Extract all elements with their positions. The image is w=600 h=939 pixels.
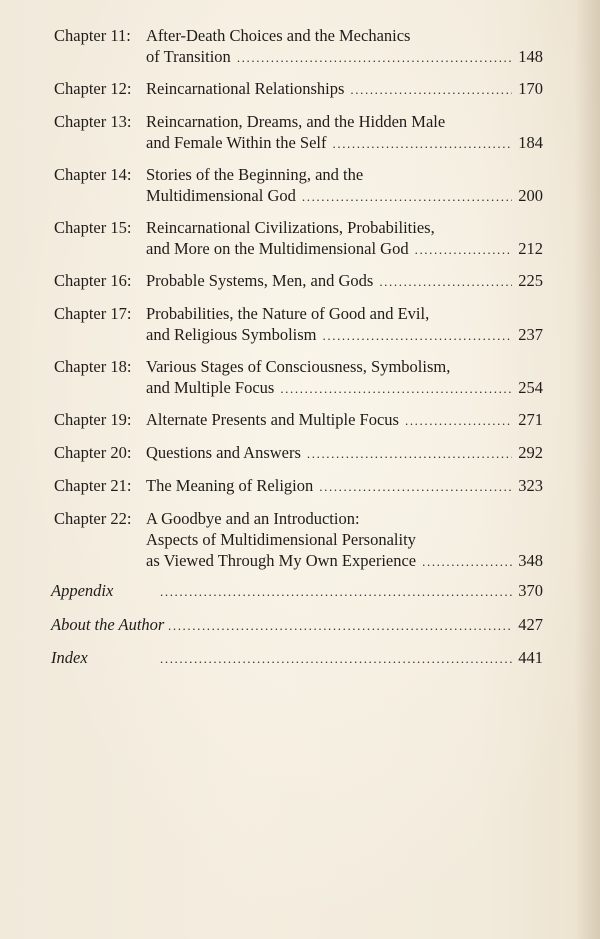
toc-entry-label: Chapter 21:: [54, 476, 132, 495]
toc-entry-leader-row: [146, 46, 543, 68]
toc-entry-label: Chapter 13:: [54, 112, 132, 131]
dot-leader: [307, 443, 512, 464]
toc-entry-page-number: 441: [518, 648, 543, 667]
toc-entry-title-line: Various Stages of Consciousness, Symbolism,: [146, 357, 451, 376]
toc-entry-page-number: 323: [518, 476, 543, 495]
toc-entry: [0, 508, 600, 571]
toc-entry-title-line: and Multiple Focus: [146, 378, 275, 397]
toc-entry: [0, 475, 600, 496]
toc-entry-label: Chapter 14:: [54, 165, 132, 184]
toc-entry-leader-row: [146, 377, 543, 399]
dot-leader: [302, 186, 512, 207]
toc-entry-title-line: Probable Systems, Men, and Gods: [146, 271, 374, 290]
toc-entry-label: Chapter 15:: [54, 218, 132, 237]
toc-entry: [0, 270, 600, 291]
dot-leader: [237, 47, 512, 68]
toc-entry-title-line: Probabilities, the Nature of Good and Evil,: [146, 304, 430, 323]
toc-entry-leader-row: [146, 409, 543, 431]
dot-leader: [379, 271, 512, 292]
dot-leader: [280, 378, 512, 399]
toc-entry-leader-row: [160, 580, 543, 602]
toc-entry: [0, 25, 600, 67]
toc-entry-title-line: Aspects of Multidimensional Personality: [146, 530, 416, 549]
toc-entry-title-line: Reincarnational Relationships: [146, 79, 345, 98]
dot-leader: [319, 476, 512, 497]
toc-entry-page-number: 348: [518, 551, 543, 570]
toc-entry-leader-row: [146, 442, 543, 464]
toc-entry: [0, 78, 600, 99]
toc-entry-leader-row: [146, 270, 543, 292]
toc-entry-page-number: 184: [518, 133, 543, 152]
toc-entry-label: About the Author: [51, 615, 165, 634]
toc-entry-label: Chapter 16:: [54, 271, 132, 290]
toc-entry-label: Chapter 11:: [54, 26, 131, 45]
dot-leader: [415, 239, 513, 260]
toc-entry-leader-row: [146, 475, 543, 497]
toc-entry: [0, 111, 600, 153]
toc-entry-title-line: of Transition: [146, 47, 231, 66]
toc-entry: [0, 164, 600, 206]
dot-leader: [323, 325, 513, 346]
toc-entry-page-number: 237: [518, 325, 543, 344]
dot-leader: [333, 133, 513, 154]
toc-entry: [0, 614, 600, 635]
toc-entry-label: Chapter 20:: [54, 443, 132, 462]
toc-entry-label: Chapter 17:: [54, 304, 132, 323]
toc-entry-title-line: A Goodbye and an Introduction:: [146, 509, 360, 528]
toc-entry-title-line: The Meaning of Religion: [146, 476, 314, 495]
toc-entry-label: Chapter 18:: [54, 357, 132, 376]
toc-entry-title-line: Alternate Presents and Multiple Focus: [146, 410, 399, 429]
dot-leader: [168, 615, 512, 636]
toc-entry-leader-row: [146, 78, 543, 100]
dot-leader: [350, 79, 512, 100]
toc-entry-title-line: and Female Within the Self: [146, 133, 327, 152]
toc-entry-leader-row: [160, 647, 543, 669]
toc-entry-label: Index: [51, 648, 88, 667]
toc-entry-title-line: Questions and Answers: [146, 443, 301, 462]
toc-entry-page-number: 212: [518, 239, 543, 258]
toc-entry-page-number: 225: [518, 271, 543, 290]
toc-entry: [0, 647, 600, 668]
toc-entry-leader-row: [146, 238, 543, 260]
toc-entry-title-line: as Viewed Through My Own Experience: [146, 551, 417, 570]
toc-entry-page-number: 148: [518, 47, 543, 66]
toc-entry-page-number: 200: [518, 186, 543, 205]
toc-entry-title-line: Reincarnation, Dreams, and the Hidden Male: [146, 112, 446, 131]
toc-entry-label: Chapter 22:: [54, 509, 132, 528]
toc-entry: [0, 217, 600, 259]
dot-leader: [160, 581, 512, 602]
toc-entry: [0, 356, 600, 398]
toc-entry-page-number: 292: [518, 443, 543, 462]
toc-entry-page-number: 170: [518, 79, 543, 98]
toc-entry-page-number: 271: [518, 410, 543, 429]
dot-leader: [422, 551, 512, 572]
toc-entry-title-line: Stories of the Beginning, and the: [146, 165, 364, 184]
toc-entry-title-line: and Religious Symbolism: [146, 325, 317, 344]
toc-entry-title-line: Multidimensional God: [146, 186, 296, 205]
toc-entry: [0, 442, 600, 463]
toc-entry-page-number: 427: [518, 615, 543, 634]
toc-entry-title-line: After-Death Choices and the Mechanics: [146, 26, 411, 45]
toc-entry-page-number: 370: [518, 581, 543, 600]
toc-entry-title-line: Reincarnational Civilizations, Probabilities,: [146, 218, 435, 237]
toc-entry-label: Chapter 19:: [54, 410, 132, 429]
toc-entry-label: Appendix: [51, 581, 114, 600]
toc-entry-leader-row: [146, 324, 543, 346]
toc-entry-leader-row: [146, 550, 543, 572]
toc-entry-leader-row: [146, 132, 543, 154]
dot-leader: [405, 410, 512, 431]
toc-entry-leader-row: [146, 185, 543, 207]
toc-entry: [0, 580, 600, 601]
toc-entry-page-number: 254: [518, 378, 543, 397]
toc-entry: [0, 303, 600, 345]
dot-leader: [160, 648, 512, 669]
toc-entry-label: Chapter 12:: [54, 79, 132, 98]
toc-entry-leader-row: [168, 614, 543, 636]
toc-entry: [0, 409, 600, 430]
toc-entry-title-line: and More on the Multidimensional God: [146, 239, 409, 258]
